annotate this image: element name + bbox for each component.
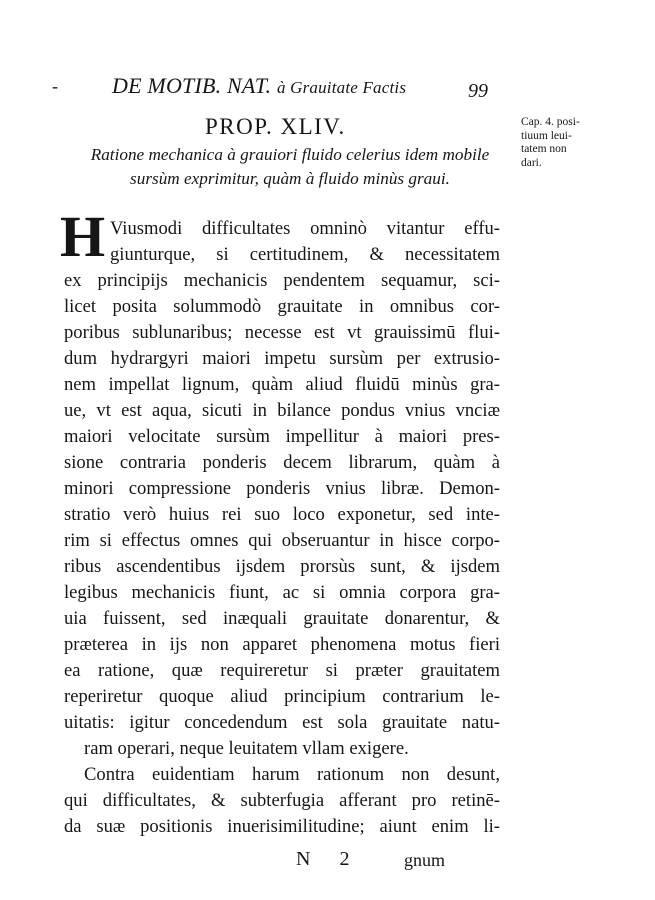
- margin-note-line: Cap. 4. posi-: [521, 116, 580, 128]
- text-line: rim si effectus omnes qui obseruantur in hisce corpo-: [64, 530, 500, 551]
- text-line: licet posita solummodò grauitate in omnibus cor-: [64, 296, 500, 317]
- margin-note-line: tatem non: [521, 143, 567, 155]
- margin-note-line: dari.: [521, 156, 542, 169]
- text-line: præterea in ijs non apparet phenomena motus fieri: [64, 634, 500, 655]
- page-number: 99: [468, 80, 488, 102]
- running-head-subtitle: à Grauitate Factis: [276, 78, 407, 97]
- text-line: uia fuissent, sed inæquali grauitate donarentur, &: [64, 608, 500, 629]
- proposition-summary: Ratione mechanica à grauiori fluido celerius idem mobile sursùm exprimitur, quàm à fluido minùs graui.: [90, 145, 490, 188]
- text-line: stratio verò huius rei suo loco exponetur, sed inte-: [64, 504, 500, 525]
- text-line: reperiretur quoque aliud principium contrarium le-: [64, 686, 500, 707]
- text-line: ribus ascendentibus ijsdem prorsùs sunt, & ijsdem: [64, 556, 500, 577]
- text-line: legibus mechanicis fiunt, ac si omnia corpora gra-: [64, 582, 500, 603]
- signature-mark: N 2: [296, 848, 362, 870]
- text-line-paragraph-end: ram operari, neque leuitatem vllam exigere.: [84, 738, 409, 759]
- text-line: uitatis: igitur concedendum est sola grauitate natu-: [64, 712, 500, 733]
- text-line: giunturque, si certitudinem, & necessitatem: [110, 244, 500, 265]
- drop-cap: H: [60, 204, 106, 269]
- text-line: minori compressione ponderis vnius libræ. Demon-: [64, 478, 500, 499]
- running-head-title: DE MOTIB. NAT.: [112, 73, 272, 98]
- left-margin-mark: -: [52, 76, 58, 96]
- text-line: da suæ positionis inuerisimilitudine; aiunt enim li-: [64, 816, 500, 837]
- text-line: ea ratione, quæ requireretur si præter grauitatem: [64, 660, 500, 681]
- text-line-paragraph-start: Contra euidentiam harum rationum non desunt,: [84, 764, 500, 785]
- text-line: poribus sublunaribus; necesse est vt grauissimū flui-: [64, 322, 500, 343]
- text-line: ex principijs mechanicis pendentem sequamur, sci-: [64, 270, 500, 291]
- proposition-title: PROP. XLIV.: [205, 114, 346, 139]
- text-line: maiori velocitate sursùm impellitur à maiori pres-: [64, 426, 500, 447]
- text-line: dum hydrargyri maiori impetu sursùm per extrusio-: [64, 348, 500, 369]
- running-head: [112, 73, 472, 99]
- text-line: Viusmodi difficultates omninò vitantur effu-: [110, 218, 500, 239]
- text-line: sione contraria ponderis decem librarum, quàm à: [64, 452, 500, 473]
- margin-note: [521, 116, 599, 170]
- catchword: gnum: [404, 850, 446, 870]
- margin-note-line: tiuum leui-: [521, 129, 572, 142]
- text-line: ue, vt est aqua, sicuti in bilance pondus vnius vnciæ: [64, 400, 500, 421]
- text-line: qui difficultates, & subterfugia afferant pro retinē-: [64, 790, 500, 811]
- text-line: nem impellat lignum, quàm aliud fluidū minùs gra-: [64, 374, 500, 395]
